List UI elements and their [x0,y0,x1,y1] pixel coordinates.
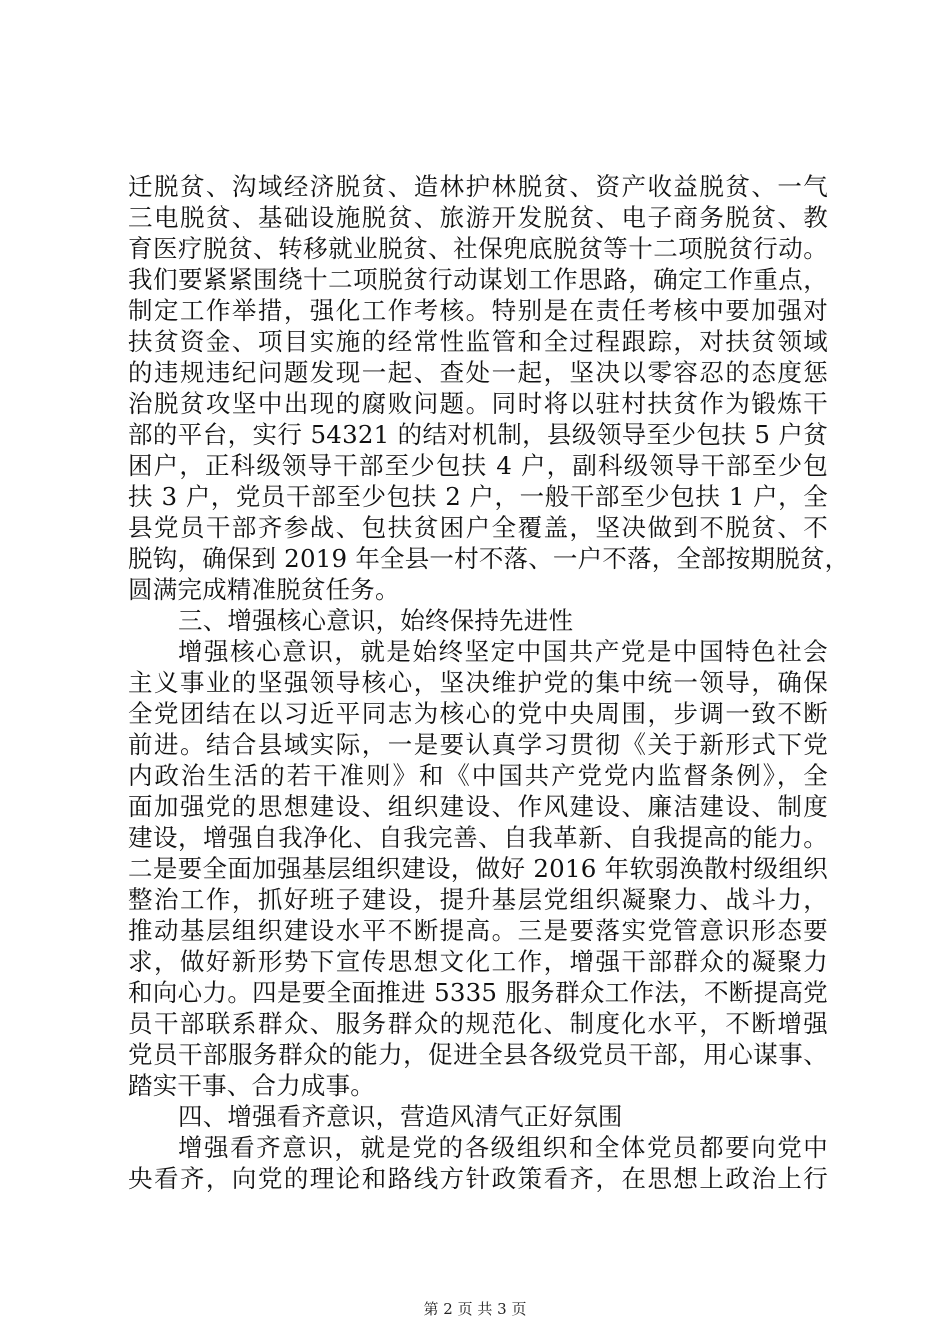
text-line: 央看齐，向党的理论和路线方针政策看齐，在思想上政治上行 [128,1164,828,1193]
text-line: 圆满完成精准脱贫任务。 [128,575,400,604]
text-line: 县党员干部齐参战、包扶贫困户全覆盖，坚决做到不脱贫、不 [128,513,828,542]
text-line: 的违规违纪问题发现一起、查处一起，坚决以零容忍的态度惩 [128,358,828,387]
text-line: 踏实干事、合力成事。 [128,1071,375,1100]
text-line: 三电脱贫、基础设施脱贫、旅游开发脱贫、电子商务脱贫、教 [128,203,828,232]
text-line: 扶贫资金、项目实施的经常性监管和全过程跟踪，对扶贫领域 [128,327,828,356]
section-heading-3: 三、增强核心意识，始终保持先进性 [178,606,574,635]
page-footer: 第 2 页 共 3 页 [423,1300,527,1318]
text-line: 党员干部服务群众的能力，促进全县各级党员干部，用心谋事、 [128,1040,828,1069]
text-line: 和向心力。四是要全面推进 5335 服务群众工作法，不断提高党 [128,978,828,1007]
text-line: 扶 3 户，党员干部至少包扶 2 户，一般干部至少包扶 1 户，全 [128,482,828,511]
section-heading-4: 四、增强看齐意识，营造风清气正好氛围 [178,1102,623,1131]
text-line: 求，做好新形势下宣传思想文化工作，增强干部群众的凝聚力 [128,947,828,976]
text-line: 增强看齐意识，就是党的各级组织和全体党员都要向党中 [178,1133,828,1162]
text-line: 部的平台，实行 54321 的结对机制，县级领导至少包扶 5 户贫 [128,420,828,449]
text-line: 迁脱贫、沟域经济脱贫、造林护林脱贫、资产收益脱贫、一气 [128,172,828,201]
text-line: 前进。结合县域实际，一是要认真学习贯彻《关于新形式下党 [128,730,828,759]
text-line: 增强核心意识，就是始终坚定中国共产党是中国特色社会 [178,637,828,666]
text-line: 面加强党的思想建设、组织建设、作风建设、廉洁建设、制度 [128,792,828,821]
text-line: 建设，增强自我净化、自我完善、自我革新、自我提高的能力。 [128,823,828,852]
text-line: 主义事业的坚强领导核心，坚决维护党的集中统一领导，确保 [128,668,828,697]
document-body [128,171,850,1194]
text-line: 治脱贫攻坚中出现的腐败问题。同时将以驻村扶贫作为锻炼干 [128,389,828,418]
text-line: 二是要全面加强基层组织建设，做好 2016 年软弱涣散村级组织 [128,854,828,883]
text-line: 困户，正科级领导干部至少包扶 4 户，副科级领导干部至少包 [128,451,828,480]
text-line: 我们要紧紧围绕十二项脱贫行动谋划工作思路，确定工作重点， [128,265,828,294]
text-line: 内政治生活的若干准则》和《中国共产党党内监督条例》，全 [128,761,828,790]
text-line: 育医疗脱贫、转移就业脱贫、社保兜底脱贫等十二项脱贫行动。 [128,234,828,263]
text-line: 全党团结在以习近平同志为核心的党中央周围，步调一致不断 [128,699,828,728]
text-line: 整治工作，抓好班子建设，提升基层党组织凝聚力、战斗力， [128,885,828,914]
text-line: 员干部联系群众、服务群众的规范化、制度化水平，不断增强 [128,1009,828,1038]
text-line: 制定工作举措，强化工作考核。特别是在责任考核中要加强对 [128,296,828,325]
text-line: 推动基层组织建设水平不断提高。三是要落实党管意识形态要 [128,916,828,945]
text-line: 脱钩，确保到 2019 年全县一村不落、一户不落，全部按期脱贫， [128,544,850,573]
